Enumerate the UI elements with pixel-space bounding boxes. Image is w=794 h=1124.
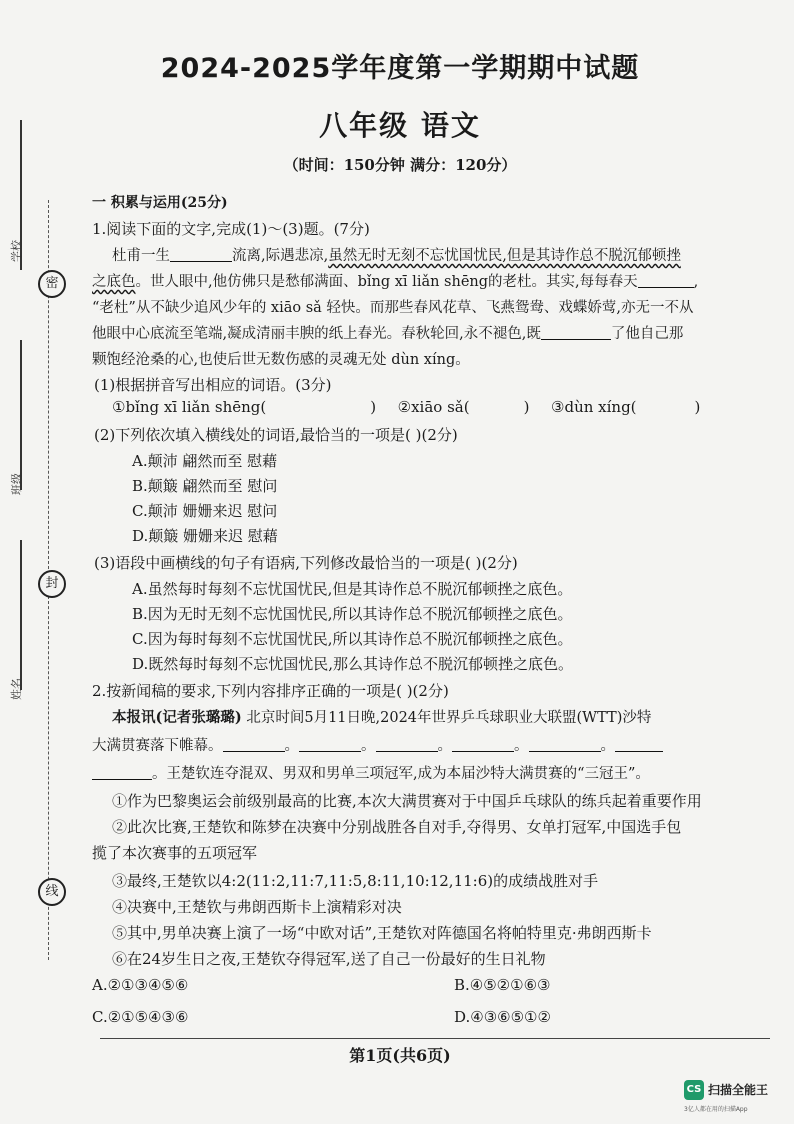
passage-text: 了他自己那 — [610, 326, 684, 342]
passage-text: 他眼中心底流至笔端,凝成清丽丰腴的纸上春光。春秋轮回,永不褪色,既 — [92, 326, 541, 342]
scanner-watermark — [684, 1078, 784, 1118]
option[interactable]: B.颠簸 翩然而至 慰问 — [132, 477, 278, 495]
seal-feng: 封 — [38, 570, 66, 598]
q2-stem: 2.按新闻稿的要求,下列内容排序正确的一项是( )(2分) — [92, 682, 449, 700]
fill-blank[interactable] — [541, 325, 611, 340]
passage-text: 。世人眼中,他仿佛只是愁郁满面、bǐng xī liǎn shēng的老杜。其实,每每春天 — [135, 274, 638, 290]
fill-blank[interactable] — [452, 737, 514, 752]
option[interactable]: B.因为无时无刻不忘忧国忧民,所以其诗作总不脱沉郁顿挫之底色。 — [132, 605, 573, 623]
q1-sub1-items — [112, 398, 700, 416]
fill-blank[interactable] — [529, 737, 601, 752]
binding-line — [20, 340, 22, 490]
binding-margin — [0, 0, 96, 1124]
q2-item: 揽了本次赛事的五项冠军 — [92, 844, 258, 862]
q2-lead-text: 北京时间5月11日晚,2024年世界乒乓球职业大联盟(WTT)沙特 — [241, 710, 652, 726]
option[interactable]: B.④⑤②①⑥③ — [454, 976, 551, 994]
option[interactable]: C.因为每时每刻不忘忧国忧民,所以其诗作总不脱沉郁顿挫之底色。 — [132, 630, 573, 648]
fill-blank[interactable] — [299, 737, 361, 752]
exam-meta: （时间：150分钟 满分：120分） — [283, 156, 517, 174]
q2-lead-line: 大满贯赛落下帷幕。 。 。 。 。 。 — [92, 734, 663, 755]
underlined-sentence: 虽然无时无刻不忘忧国忧民,但是其诗作总不脱沉郁顿挫 — [328, 248, 681, 264]
pinyin-item: ) — [370, 398, 377, 416]
label-school: 学校 — [10, 240, 23, 262]
label-class: 班级 — [10, 473, 23, 495]
option[interactable]: A.虽然每时每刻不忘忧国忧民,但是其诗作总不脱沉郁顿挫之底色。 — [132, 580, 573, 598]
q1-stem: 1.阅读下面的文字,完成(1)～(3)题。(7分) — [92, 220, 370, 238]
app-slogan: 3亿人都在用的扫描App — [684, 1106, 748, 1113]
q2-item: ③最终,王楚钦以4:2(11:2,11:7,11:5,8:11,10:12,11:6)的成绩战胜对手 — [112, 872, 599, 890]
q2-lead-text: 。王楚钦连夺混双、男双和男单三项冠军,成为本届沙特大满贯赛的“三冠王”。 — [152, 766, 650, 782]
passage-text: 流离,际遇悲凉, — [232, 248, 329, 264]
option[interactable]: D.既然每时每刻不忘忧国忧民,那么其诗作总不脱沉郁顿挫之底色。 — [132, 655, 574, 673]
q1-sub3: (3)语段中画横线的句子有语病,下列修改最恰当的一项是( )(2分) — [94, 554, 518, 572]
section-title: 一 积累与运用(25分) — [92, 195, 228, 211]
fill-blank[interactable] — [92, 765, 152, 780]
q2-item: ①作为巴黎奥运会前级别最高的比赛,本次大满贯赛对于中国乒乓球队的练兵起着重要作用 — [112, 792, 702, 810]
option[interactable]: C.颠沛 姗姗来迟 慰问 — [132, 502, 278, 520]
q2-lead-bold: 本报讯(记者张璐璐) — [112, 709, 242, 726]
passage-text: , — [693, 274, 699, 290]
q1-passage-line — [92, 322, 683, 343]
fill-blank[interactable] — [615, 737, 663, 752]
option[interactable]: A.②①③④⑤⑥ — [92, 976, 189, 994]
option[interactable]: A.颠沛 翩然而至 慰藉 — [132, 452, 278, 470]
pinyin-item: ①bǐng xī liǎn shēng( — [112, 398, 267, 416]
underlined-sentence: 之底色 — [92, 274, 136, 290]
pinyin-item: ) — [523, 398, 530, 416]
option[interactable]: D.④③⑥⑤①② — [454, 1008, 551, 1026]
q1-passage-line: 颗饱经沧桑的心,也使后世无数伤感的灵魂无处 dùn xíng。 — [92, 352, 470, 368]
exam-title: 2024-2025学年度第一学期期中试题 — [160, 53, 640, 84]
q1-passage-line: “老杜”从不缺少追风少年的 xiāo sǎ 轻快。而那些春风花草、飞燕鸳鸯、戏蝶娇莺,亦无一不从 — [92, 300, 694, 316]
q1-sub2: (2)下列依次填入横线处的词语,最恰当的一项是( )(2分) — [94, 426, 458, 444]
footer-divider — [100, 1038, 770, 1039]
camscanner-logo-icon: CS — [684, 1080, 704, 1100]
pinyin-item: ③dùn xíng( — [551, 398, 637, 416]
binding-line — [20, 540, 22, 690]
fill-blank[interactable] — [223, 737, 285, 752]
fill-blank[interactable] — [376, 737, 438, 752]
seal-mi: 密 — [38, 270, 66, 298]
passage-text: 杜甫一生 — [112, 248, 170, 264]
q1-sub1: (1)根据拼音写出相应的词语。(3分) — [94, 376, 332, 394]
q1-passage-line — [112, 244, 681, 265]
fill-blank[interactable] — [638, 273, 694, 288]
q2-item: ④决赛中,王楚钦与弗朗西斯卡上演精彩对决 — [112, 898, 402, 916]
seal-xian: 线 — [38, 878, 66, 906]
q2-lead-line — [92, 762, 650, 783]
option[interactable]: D.颠簸 姗姗来迟 慰藉 — [132, 527, 278, 545]
exam-subtitle: 八年级 语文 — [319, 109, 481, 142]
label-name: 姓名 — [10, 678, 23, 700]
q2-lead-text: 大满贯赛落下帷幕。 — [92, 738, 223, 754]
option[interactable]: C.②①⑤④③⑥ — [92, 1008, 189, 1026]
q2-item: ⑥在24岁生日之夜,王楚钦夺得冠军,送了自己一份最好的生日礼物 — [112, 950, 546, 968]
fill-blank[interactable] — [170, 247, 232, 262]
q2-lead — [112, 706, 651, 727]
pinyin-item: ②xiāo sǎ( — [397, 398, 470, 416]
page-number: 第1页(共6页) — [349, 1046, 451, 1065]
app-name: 扫描全能王 — [708, 1083, 769, 1097]
q2-item: ②此次比赛,王楚钦和陈梦在决赛中分别战胜各自对手,夺得男、女单打冠军,中国选手包 — [112, 818, 682, 836]
pinyin-item: ) — [694, 398, 701, 416]
q1-passage-line — [92, 270, 698, 291]
q2-item: ⑤其中,男单决赛上演了一场“中欧对话”,王楚钦对阵德国名将帕特里克·弗朗西斯卡 — [112, 924, 652, 942]
